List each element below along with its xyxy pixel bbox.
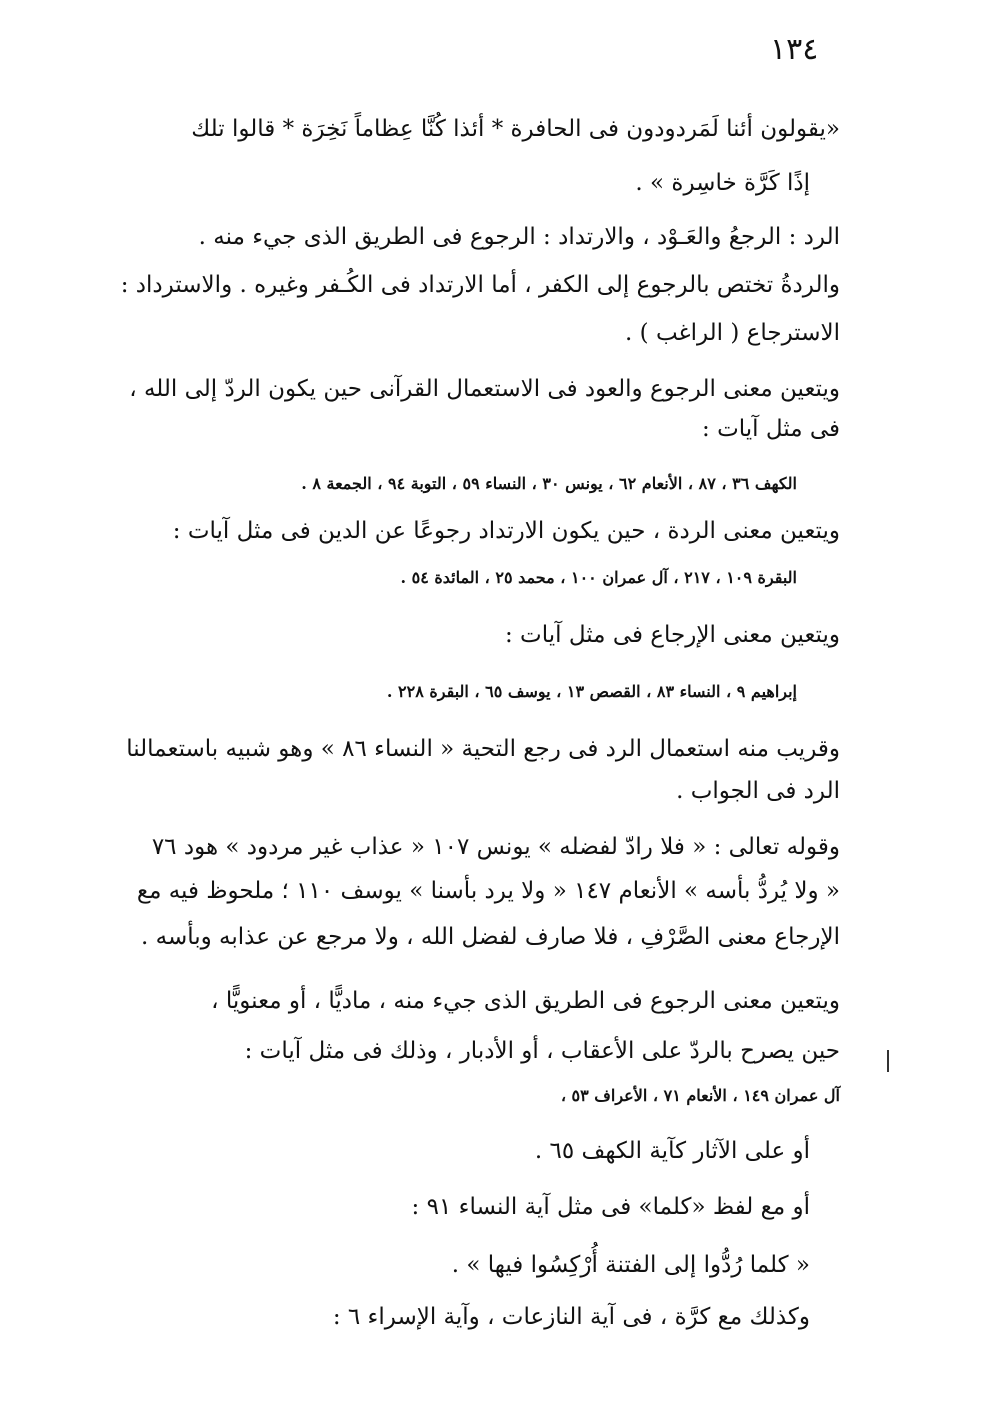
verse-reference-line: آل عمران ١٤٩ ، الأنعام ٧١ ، الأعراف ٥٣ ،: [560, 1086, 840, 1105]
paragraph-line: وقريب منه استعمال الرد فى رجع التحية « النساء ٨٦ » وهو شبيه باستعمالنا: [126, 736, 840, 762]
quote-line-2: إذًا كَرَّة خاسِرة » .: [635, 170, 810, 196]
quote-line-1: «يقولون أئنا لَمَردودون فى الحافرة * أئذا كُنَّا عِظاماً نَخِرَة * قالوا تلك: [191, 116, 840, 142]
paragraph-line: وكذلك مع كرَّة ، فى آية النازعات ، وآية الإسراء ٦ :: [332, 1304, 810, 1330]
paragraph-line: والردةُ تختص بالرجوع إلى الكفر ، أما الارتداد فى الكُـفر وغيره . والاسترداد :: [120, 272, 840, 298]
paragraph-line: وقوله تعالى : « فلا رادّ لفضله » يونس ١٠٧ « عذاب غير مردود » هود ٧٦: [151, 834, 840, 860]
paragraph-line: ويتعين معنى الإرجاع فى مثل آيات :: [505, 622, 840, 648]
paragraph-line: ويتعين معنى الردة ، حين يكون الارتداد رجوعًا عن الدين فى مثل آيات :: [172, 518, 840, 544]
paragraph-line: أو مع لفظ «كلما» فى مثل آية النساء ٩١ :: [411, 1194, 810, 1220]
paragraph-line: ويتعين معنى الرجوع والعود فى الاستعمال القرآنى حين يكون الردّ إلى الله ،: [129, 376, 840, 402]
paragraph-line: أو على الآثار كآية الكهف ٦٥ .: [534, 1138, 810, 1164]
paragraph-line: حين يصرح بالردّ على الأعقاب ، أو الأدبار ، وذلك فى مثل آيات :: [244, 1038, 840, 1064]
verse-reference-line: الكهف ٣٦ ، ٨٧ ، الأنعام ٦٢ ، يونس ٣٠ ، النساء ٥٩ ، التوبة ٩٤ ، الجمعة ٨ .: [301, 474, 797, 493]
paragraph-line: الاسترجاع ( الراغب ) .: [625, 320, 840, 346]
paragraph-line: الرد فى الجواب .: [676, 778, 840, 804]
verse-reference-line: إبراهيم ٩ ، النساء ٨٣ ، القصص ١٣ ، يوسف ٦٥ ، البقرة ٢٢٨ .: [386, 682, 797, 701]
paragraph-line: « ولا يُردُّ بأسه » الأنعام ١٤٧ « ولا يرد بأسنا » يوسف ١١٠ ؛ ملحوظ فيه مع: [136, 878, 840, 904]
page-number: ١٣٤: [770, 32, 819, 67]
margin-mark: [887, 1050, 889, 1072]
paragraph-line: فى مثل آيات :: [702, 416, 840, 442]
paragraph-line: الإرجاع معنى الصَّرْفِ ، فلا صارف لفضل الله ، ولا مرجع عن عذابه وبأسه .: [141, 924, 840, 950]
paragraph-line: ويتعين معنى الرجوع فى الطريق الذى جيء منه ، ماديًّا ، أو معنويًّا ،: [211, 988, 840, 1014]
quote-line: « كلما رُدُّوا إلى الفتنة أُرْكِسُوا فيها » .: [451, 1252, 810, 1278]
paragraph-line: الرد : الرجعُ والعَـوْد ، والارتداد : الرجوع فى الطريق الذى جيء منه .: [198, 224, 840, 250]
verse-reference-line: البقرة ١٠٩ ، ٢١٧ ، آل عمران ١٠٠ ، محمد ٢٥ ، المائدة ٥٤ .: [400, 568, 797, 587]
